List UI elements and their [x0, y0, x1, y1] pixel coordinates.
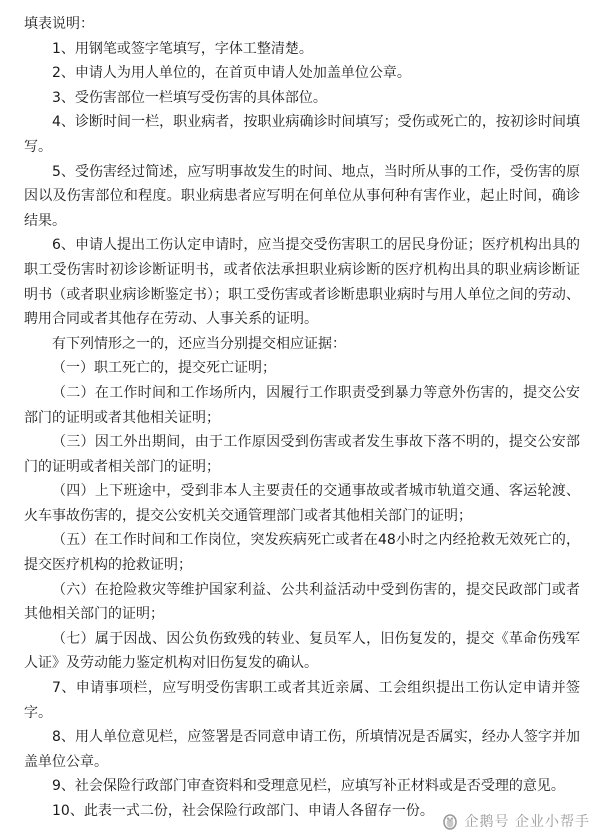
- instruction-item-1: 1、用钢笔或签字笔填写，字体工整清楚。: [52, 40, 313, 57]
- instruction-item-9: 9、社会保险行政部门审查资料和受理意见栏，应填写补正材料或是否受理的意见。: [52, 778, 565, 795]
- evidence-item-1: （一）职工死亡的，提交死亡证明；: [52, 360, 276, 377]
- evidence-item-5: （五）在工作时间和工作岗位，突发疾病死亡或者在48小时之内经抢救无效死亡的，提交医疗机构的抢救证明；: [24, 532, 580, 574]
- instruction-item-5: 5、受伤害经过简述，应写明事故发生的时间、地点，当时所从事的工作，受伤害的原因以及伤害部位和程度。职业病患者应写明在何单位从事何种有害作业，起止时间，确诊结果。: [24, 163, 580, 229]
- instruction-item-8: 8、用人单位意见栏，应签署是否同意申请工伤，所填情况是否属实，经办人签字并加盖单位公章。: [24, 729, 580, 770]
- instruction-item-3: 3、受伤害部位一栏填写受伤害的具体部位。: [52, 89, 327, 106]
- evidence-item-7: （七）属于因战、因公负伤致残的转业、复员军人，旧伤复发的，提交《革命伤残军人证》及劳动能力鉴定机构对旧伤复发的确认。: [24, 630, 580, 672]
- instruction-item-2: 2、申请人为用人单位的，在首页申请人处加盖单位公章。: [52, 65, 411, 82]
- evidence-item-2: （二）在工作时间和工作场所内，因履行工作职责受到暴力等意外伤害的，提交公安部门的证明或者其他相关证明；: [24, 384, 580, 426]
- evidence-item-6: （六）在抢险救灾等维护国家利益、公共利益活动中受到伤害的，提交民政部门或者其他相关部门的证明；: [24, 581, 580, 623]
- evidence-item-4: （四）上下班途中，受到非本人主要责任的交通事故或者城市轨道交通、客运轮渡、火车事故伤害的，提交公安机关交通管理部门或者其他相关部门的证明；: [24, 483, 580, 524]
- evidence-item-3: （三）因工外出期间，由于工作原因受到伤害或者发生事故下落不明的，提交公安部门的证明或者相关部门的证明；: [24, 434, 580, 475]
- evidence-intro: 有下列情形之一的，还应当分别提交相应证据：: [52, 335, 346, 352]
- document-heading: 填表说明：: [24, 16, 94, 32]
- penguin-logo-icon: [441, 812, 459, 830]
- watermark-text: 企鹅号 企业小帮手: [464, 814, 590, 830]
- instruction-item-6: 6、申请人提出工伤认定申请时，应当提交受伤害职工的居民身份证；医疗机构出具的职工受伤害时初诊诊断证明书，或者依法承担职业病诊断的医疗机构出具的职业病诊断证明书（或者职业病诊断鉴定书）；职工受伤害或者诊断患职业病时与用人单位之间的劳动、聘用合同或者其他存在劳动、人事关系的证明。: [24, 237, 580, 328]
- instruction-item-10: 10、此表一式二份，社会保险行政部门、申请人各留存一份。: [52, 803, 434, 819]
- instructions-document: [24, 12, 580, 824]
- watermark: [441, 808, 590, 834]
- instruction-item-7: 7、申请事项栏，应写明受伤害职工或者其近亲属、工会组织提出工伤认定申请并签字。: [24, 680, 580, 721]
- instruction-item-4: 4、诊断时间一栏，职业病者，按职业病确诊时间填写；受伤或死亡的，按初诊时间填写。: [24, 114, 580, 155]
